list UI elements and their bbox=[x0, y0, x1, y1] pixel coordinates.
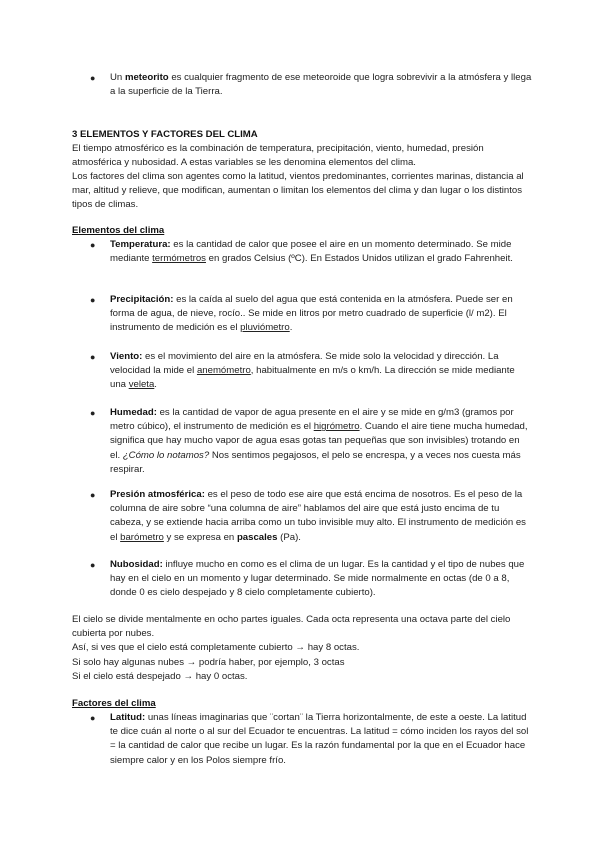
bullet-dot: ● bbox=[90, 240, 96, 250]
bullet-dot: ● bbox=[90, 295, 96, 305]
bullet-dot: ● bbox=[90, 490, 96, 500]
bullet-dot: ● bbox=[90, 408, 96, 418]
bullet-humedad: ● Humedad: es la cantidad de vapor de agua presente en el aire y se mide en g/m3 (gramos por metro cúbico), el instrumento de medición es el higrómetro. Cuando el aire tiene mucha humedad, significa que hay mucho vapor de agua esas gotas tan pequeñas que son invisibles) trotando en el. ¿Cómo lo notamos? Nos sentimos pegajosos, el pelo se encrespa, y a veces nos cuesta más respirar. bbox=[90, 406, 532, 477]
intro-paragraph: El tiempo atmosférico es la combinación de temperatura, precipitación, viento, humedad, presión atmosférica y nubosidad. A estas variables se les denomina elementos del clima. bbox=[72, 143, 484, 169]
bullet-dot: ● bbox=[90, 73, 96, 83]
octas-line: El cielo se divide mentalmente en ocho partes iguales. Cada octa representa una octava parte del cielo cubierta por nubes. bbox=[72, 614, 511, 640]
term-veleta: veleta bbox=[128, 379, 155, 391]
meteorito-bullet bbox=[90, 71, 532, 99]
term-presion: Presión atmosférica: bbox=[110, 489, 205, 500]
octas-line: Si el cielo está despejado → hay 0 octas. bbox=[72, 670, 248, 682]
bullet-latitud: ● Latitud: unas líneas imaginarias que ¨cortan¨ la Tierra horizontalmente, de este a oeste. La latitud te dice cuán al norte o al sur del Ecuador te encuentras. La latitud = cómo inciden los rayos del sol = la cantidad de calor que recibe un lugar. Es la razón fundamental por la que en el Ecuador hace siempre calor y en los Polos siempre frío. bbox=[90, 711, 532, 768]
term-pascales: pascales bbox=[236, 531, 278, 543]
question-italic: ¿Cómo lo notamos? bbox=[122, 449, 210, 461]
term-temperatura: Temperatura: bbox=[110, 239, 171, 250]
term-latitud: Latitud: bbox=[110, 712, 146, 723]
bullet-dot: ● bbox=[90, 713, 96, 723]
term-precipitacion: Precipitación: bbox=[110, 294, 174, 305]
octas-line: Si solo hay algunas nubes → podría haber, por ejemplo, 3 octas bbox=[72, 656, 345, 668]
term-nubosidad: Nubosidad: bbox=[110, 559, 163, 570]
bullet-presion: ● Presión atmosférica: es el peso de todo ese aire que está encima de nosotros. Es el peso de la columna de aire sobre “una columna de aire” hablamos del aire que está justo encima de tu cabeza, y se extiende hacia arriba como un tubo invisible muy alto. El instrumento de medición es el barómetro y se expresa en pascales (Pa). bbox=[90, 488, 532, 545]
bullet-text: es cualquier fragmento de ese meteoroide que logra sobrevivir a la atmósfera y llega a la superficie de la Tierra. bbox=[110, 72, 532, 98]
elementos-heading: Elementos del clima bbox=[72, 225, 165, 236]
bullet-dot: ● bbox=[90, 352, 96, 362]
factores-heading: Factores del clima bbox=[72, 698, 156, 709]
term-termometro: termómetros bbox=[152, 253, 206, 265]
section-heading: 3 ELEMENTOS Y FACTORES DEL CLIMA bbox=[72, 129, 258, 140]
term-pluviometro: pluviómetro bbox=[240, 322, 290, 334]
factors-paragraph: Los factores del clima son agentes como la latitud, vientos predominantes, corrientes marinas, distancia al mar, altitud y relieve, que modifican, aumentan o limitan los elementos del clima y dan lugar o los distintos tipos de climas. bbox=[72, 171, 524, 211]
term-viento: Viento: bbox=[110, 351, 143, 362]
term-higrometro: higrómetro bbox=[313, 421, 360, 433]
bullet-viento: ● Viento: es el movimiento del aire en la atmósfera. Se mide solo la velocidad y dirección. La velocidad la mide el anemómetro, habitualmente en m/s o km/h. La dirección se mide mediante una veleta. bbox=[90, 350, 532, 393]
bullet-precipitacion: ● Precipitación: es la caída al suelo del agua que está contenida en la atmósfera. Puede ser en forma de agua, de nieve, rocío.. Se mide en litros por metro cuadrado de superficie (l/ m2). El instrumento de medición es el pluviómetro. bbox=[90, 293, 532, 336]
term-humedad: Humedad: bbox=[110, 407, 157, 418]
bullet-dot: ● bbox=[90, 560, 96, 570]
octas-line: Así, si ves que el cielo está completamente cubierto → hay 8 octas. bbox=[72, 642, 360, 654]
octas-explanation bbox=[72, 613, 532, 684]
term-meteorito: meteorito bbox=[124, 72, 169, 83]
term-barometro: barómetro bbox=[120, 531, 164, 543]
term-anemometro: anemómetro bbox=[196, 365, 251, 377]
bullet-nubosidad: ● Nubosidad: influye mucho en como es el clima de un lugar. Es la cantidad y el tipo de nubes que hay en el cielo en un momento y lugar determinado. Se mide normalmente en octas (de 0 a 8, donde 0 es cielo despejado y 8 cielo completamente cubierto). bbox=[90, 558, 532, 601]
bullet-temperatura: ● Temperatura: es la cantidad de calor que posee el aire en un momento determinado. Se mide mediante termómetros en grados Celsius (ºC). En Estados Unidos utilizan el grado Fahrenheit. bbox=[90, 238, 532, 266]
bullet-text: Un bbox=[110, 72, 125, 83]
